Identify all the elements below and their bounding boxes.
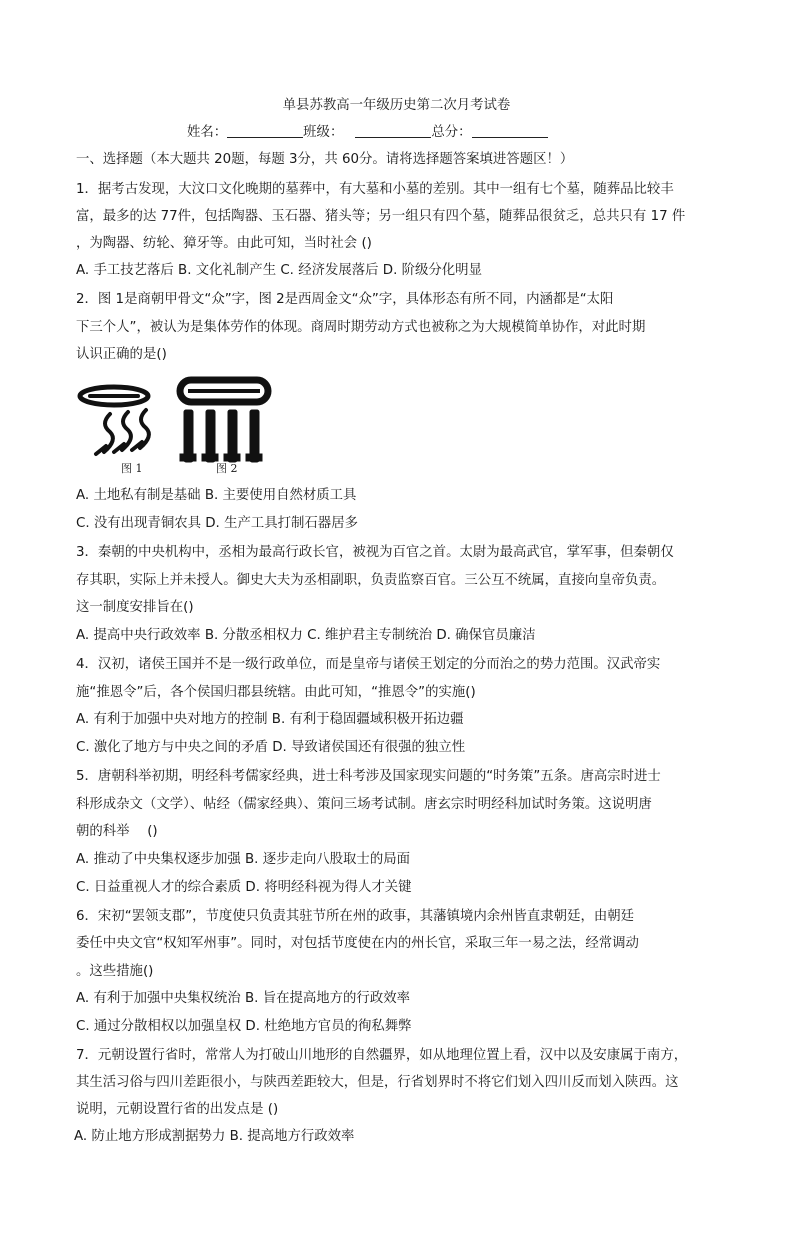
exam-title: 单县苏教高一年级历史第二次月考试卷 — [282, 98, 511, 113]
q2-options-ab: A. 土地私有制是基础 B. 主要使用自然材质工具 — [76, 488, 357, 503]
q2-line-2: 下三个人”，被认为是集体劳作的体现。商周时期劳动方式也被称之为大规模简单协作，对此时期 — [76, 320, 646, 335]
figure-1-caption: 图 1 — [121, 462, 143, 475]
q3-line-1: 3．秦朝的中央机构中，丞相为最高行政长官，被视为百官之首。太尉为最高武官，掌军事，但秦朝仅 — [76, 545, 674, 560]
q7-line-2: 其生活习俗与四川差距很小，与陕西差距较大，但是，行省划界时不将它们划入四川反而划入陕西。这 — [76, 1075, 679, 1090]
section-heading: 一、选择题（本大题共 20题，每题 3分，共 60分。请将选择题答案填进答题区！） — [76, 152, 574, 167]
figure-2-caption: 图 2 — [216, 462, 238, 475]
class-blank[interactable] — [355, 123, 431, 138]
q6-options-ab: A. 有利于加强中央集权统治 B. 旨在提高地方的行政效率 — [76, 991, 410, 1006]
q5-options-cd: C. 日益重视人才的综合素质 D. 将明经科视为得人才关键 — [76, 880, 412, 895]
q2-options-cd: C. 没有出现青铜农具 D. 生产工具打制石器居多 — [76, 516, 358, 531]
q3-line-3: 这一制度安排旨在() — [76, 600, 194, 615]
q4-line-1: 4．汉初，诸侯王国并不是一级行政单位，而是皇帝与诸侯王划定的分而治之的势力范围。汉武帝实 — [76, 657, 661, 672]
score-label: 总分： — [431, 125, 472, 140]
q4-options-ab: A. 有利于加强中央对地方的控制 B. 有利于稳固疆域积极开拓边疆 — [76, 712, 464, 727]
q3-options: A. 提高中央行政效率 B. 分散丞相权力 C. 维护君主专制统治 D. 确保官员廉洁 — [76, 628, 536, 643]
q6-line-1: 6．宋初“罢领支郡”，节度使只负责其驻节所在州的政事，其藩镇境内余州皆直隶朝廷，由朝廷 — [76, 909, 635, 924]
q5-options-ab: A. 推动了中央集权逐步加强 B. 逐步走向八股取士的局面 — [76, 852, 410, 867]
q5-line-1: 5．唐朝科举初期，明经科考儒家经典，进士科考涉及国家现实问题的“时务策”五条。唐高宗时进士 — [76, 769, 661, 784]
q2-line-1: 2．图 1是商朝甲骨文“众”字，图 2是西周金文“众”字，具体形态有所不同，内涵都是“太阳 — [76, 292, 614, 307]
score-blank[interactable] — [472, 123, 548, 138]
name-label: 姓名： — [187, 125, 228, 140]
q2-line-3: 认识正确的是() — [76, 347, 167, 362]
q4-options-cd: C. 激化了地方与中央之间的矛盾 D. 导致诸侯国还有很强的独立性 — [76, 740, 466, 755]
q5-line-2: 科形成杂文（文学）、帖经（儒家经典）、策问三场考试制。唐玄宗时明经科加试时务策。这说明唐 — [76, 797, 652, 812]
q5-line-3: 朝的科举 () — [76, 824, 158, 839]
q7-options-ab: A. 防止地方形成割据势力 B. 提高地方行政效率 — [74, 1129, 355, 1144]
q1-line-2: 富，最多的达 77件，包括陶器、玉石器、猪头等；另一组只有四个墓，随葬品很贫乏，总共只有 17 件 — [76, 209, 686, 224]
q4-line-2: 施“推恩令”后，各个侯国归郡县统辖。由此可知，“推恩令”的实施() — [76, 685, 476, 700]
q1-options: A. 手工技艺落后 B. 文化礼制产生 C. 经济发展落后 D. 阶级分化明显 — [76, 263, 482, 278]
q7-line-1: 7．元朝设置行省时，常常人为打破山川地形的自然疆界，如从地理位置上看，汉中以及安康属于南方， — [76, 1048, 688, 1063]
q1-line-1: 1．据考古发现，大汶口文化晚期的墓葬中，有大墓和小墓的差别。其中一组有七个墓，随葬品比较丰 — [76, 182, 674, 197]
q6-line-2: 委任中央文官“权知军州事”。同时，对包括节度使在内的州长官，采取三年一易之法，经常调动 — [76, 936, 639, 951]
bronze-inscription-character-image — [180, 380, 268, 462]
q6-options-cd: C. 通过分散相权以加强皇权 D. 杜绝地方官员的徇私舞弊 — [76, 1019, 412, 1034]
name-blank[interactable] — [227, 123, 303, 138]
q7-line-3: 说明，元朝设置行省的出发点是 () — [76, 1102, 279, 1117]
inscription-figure — [76, 376, 276, 476]
oracle-bone-character-image — [80, 387, 149, 454]
student-info-row — [187, 123, 548, 143]
q1-line-3: ，为陶器、纺轮、獐牙等。由此可知，当时社会 () — [76, 236, 372, 251]
class-label: 班级： — [303, 125, 344, 140]
q6-line-3: 。这些措施() — [76, 964, 154, 979]
q3-line-2: 存其职，实际上并未授人。御史大夫为丞相副职，负责监察百官。三公互不统属，直接向皇帝负责。 — [76, 573, 666, 588]
